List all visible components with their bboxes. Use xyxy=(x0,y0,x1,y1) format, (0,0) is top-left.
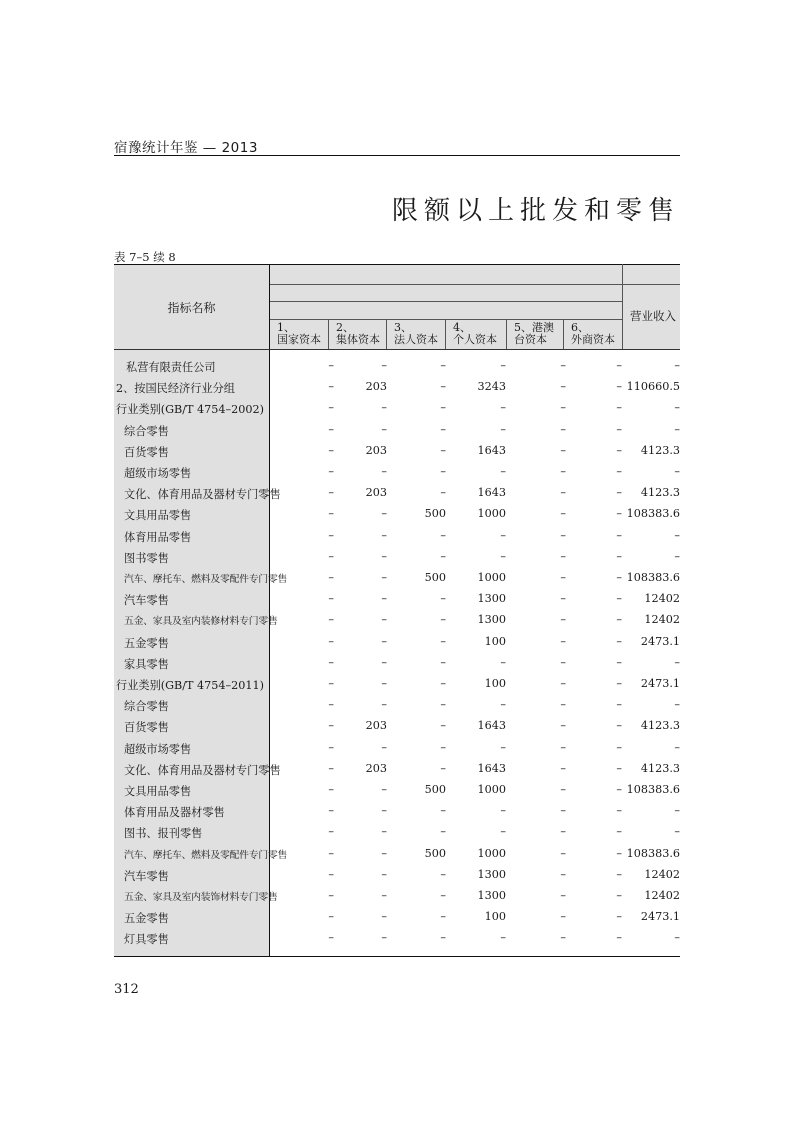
row-name: 综合零售 xyxy=(124,700,169,714)
table-row xyxy=(114,801,680,822)
row-value: – xyxy=(440,592,446,606)
table-row xyxy=(114,398,680,419)
row-value: – xyxy=(328,359,334,372)
row-value: – xyxy=(381,422,387,436)
row-value: – xyxy=(616,931,622,945)
row-value: 203 xyxy=(365,380,387,394)
table-row xyxy=(114,526,680,547)
row-value: 203 xyxy=(365,719,387,733)
row-value: – xyxy=(560,846,566,860)
row-value: 500 xyxy=(424,783,446,796)
row-value: – xyxy=(381,910,387,924)
row-value: – xyxy=(328,698,334,712)
row-value: – xyxy=(674,528,680,542)
row-value: – xyxy=(560,359,566,372)
row-value: – xyxy=(674,804,680,818)
row-value: – xyxy=(440,401,446,415)
header-column-number: 4、 xyxy=(453,321,471,334)
row-value: 108383.6 xyxy=(626,783,680,796)
table-row xyxy=(114,865,680,886)
row-value: – xyxy=(560,910,566,924)
row-value: 1300 xyxy=(477,592,506,606)
row-value: – xyxy=(674,740,680,754)
row-name: 五金零售 xyxy=(124,636,169,650)
header-column-number: 5、港澳 xyxy=(514,321,554,334)
row-value: – xyxy=(560,698,566,712)
row-name: 图书、报刊零售 xyxy=(124,827,203,841)
row-value: – xyxy=(381,740,387,754)
header-column-number: 1、 xyxy=(277,321,295,334)
row-value: – xyxy=(560,783,566,796)
table-row xyxy=(114,547,680,568)
row-value: – xyxy=(440,698,446,712)
row-value: – xyxy=(328,634,334,648)
row-value: 4123.3 xyxy=(640,761,680,775)
row-value: 1000 xyxy=(477,507,506,521)
row-value: – xyxy=(328,804,334,818)
row-value: – xyxy=(500,401,506,415)
row-name: 行业类别(GB/T 4754–2002) xyxy=(116,403,264,417)
row-value: – xyxy=(560,571,566,584)
table-row xyxy=(114,738,680,759)
row-name: 汽车、摩托车、燃料及零配件专门零售 xyxy=(124,574,288,585)
row-value: – xyxy=(560,549,566,563)
row-value: 1643 xyxy=(477,486,506,500)
table-row xyxy=(114,886,680,907)
row-name: 文化、体育用品及器材专门零售 xyxy=(124,763,281,777)
row-value: – xyxy=(616,465,622,478)
row-value: 100 xyxy=(484,634,506,648)
row-value: – xyxy=(560,528,566,542)
row-value: 1300 xyxy=(477,613,506,627)
row-value: – xyxy=(674,825,680,839)
header-bottom-rule xyxy=(114,349,680,350)
row-value: – xyxy=(560,677,566,690)
table-row xyxy=(114,441,680,462)
row-value: – xyxy=(328,592,334,606)
row-value: – xyxy=(440,867,446,881)
header-income: 营业收入 xyxy=(630,309,676,323)
row-value: – xyxy=(381,571,387,584)
row-value: – xyxy=(440,740,446,754)
row-value: – xyxy=(440,677,446,690)
row-value: 1643 xyxy=(477,761,506,775)
row-name: 文具用品零售 xyxy=(124,785,192,798)
table-header xyxy=(114,264,680,349)
row-value: 203 xyxy=(365,486,387,500)
row-value: 108383.6 xyxy=(626,571,680,584)
header-line xyxy=(270,301,622,302)
row-value: – xyxy=(560,401,566,415)
row-value: – xyxy=(328,486,334,500)
row-value: 4123.3 xyxy=(640,443,680,457)
row-value: – xyxy=(500,422,506,436)
row-value: – xyxy=(560,465,566,478)
row-value: – xyxy=(381,465,387,478)
row-value: – xyxy=(560,740,566,754)
row-value: – xyxy=(616,867,622,881)
row-value: – xyxy=(440,634,446,648)
row-value: – xyxy=(381,698,387,712)
table-row xyxy=(114,589,680,610)
row-value: – xyxy=(500,549,506,563)
table-row xyxy=(114,928,680,949)
data-table xyxy=(114,264,680,957)
row-value: – xyxy=(381,825,387,839)
header-vline xyxy=(506,319,507,349)
header-line xyxy=(270,319,622,320)
table-row xyxy=(114,568,680,589)
row-value: – xyxy=(381,867,387,881)
row-value: – xyxy=(616,443,622,457)
row-value: – xyxy=(616,698,622,712)
row-value: – xyxy=(381,401,387,415)
row-value: – xyxy=(328,825,334,839)
row-value: – xyxy=(328,783,334,796)
table-row xyxy=(114,632,680,653)
row-value: – xyxy=(500,465,506,478)
row-value: 1300 xyxy=(477,867,506,881)
row-value: – xyxy=(616,571,622,584)
row-name: 百货零售 xyxy=(124,445,169,459)
row-value: – xyxy=(500,698,506,712)
row-value: – xyxy=(616,380,622,394)
row-value: – xyxy=(560,486,566,500)
header-column-1 xyxy=(277,322,321,346)
row-value: – xyxy=(328,528,334,542)
row-value: – xyxy=(328,761,334,775)
row-value: – xyxy=(560,422,566,436)
row-name: 图书零售 xyxy=(124,551,169,565)
row-name: 文化、体育用品及器材专门零售 xyxy=(124,488,281,502)
row-value: – xyxy=(560,592,566,606)
row-name: 汽车零售 xyxy=(124,594,169,608)
row-value: – xyxy=(381,655,387,669)
row-value: – xyxy=(381,359,387,372)
row-value: – xyxy=(440,422,446,436)
row-value: – xyxy=(381,528,387,542)
row-value: – xyxy=(328,401,334,415)
row-value: 203 xyxy=(365,761,387,775)
row-name: 体育用品及器材零售 xyxy=(124,806,225,820)
row-value: – xyxy=(560,443,566,457)
row-name: 五金、家具及室内装修材料专门零售 xyxy=(124,616,278,628)
row-value: 12402 xyxy=(644,592,680,606)
row-value: – xyxy=(616,486,622,500)
row-value: – xyxy=(616,825,622,839)
running-head: 宿豫统计年鉴 — 2013 xyxy=(114,140,258,156)
header-column-2 xyxy=(336,322,380,346)
row-value: 203 xyxy=(365,443,387,457)
row-value: 12402 xyxy=(644,613,680,627)
row-value: – xyxy=(560,804,566,818)
row-value: – xyxy=(616,634,622,648)
row-value: 1643 xyxy=(477,443,506,457)
row-value: – xyxy=(616,719,622,733)
row-value: 1643 xyxy=(477,719,506,733)
row-value: – xyxy=(381,931,387,945)
row-name: 2、按国民经济行业分组 xyxy=(116,382,235,396)
row-value: 100 xyxy=(484,910,506,924)
row-value: – xyxy=(440,719,446,733)
page-number: 312 xyxy=(114,982,139,997)
row-value: – xyxy=(440,655,446,669)
header-name-column: 指标名称 xyxy=(167,301,216,315)
row-value: – xyxy=(616,677,622,690)
row-value: 1000 xyxy=(477,571,506,584)
header-column-label: 个人资本 xyxy=(453,333,497,346)
table-row xyxy=(114,716,680,737)
row-value: 108383.6 xyxy=(626,846,680,860)
table-row xyxy=(114,462,680,483)
header-column-number: 6、 xyxy=(571,321,589,334)
row-value: – xyxy=(674,359,680,372)
row-value: – xyxy=(381,677,387,690)
header-vline xyxy=(563,319,564,349)
row-value: – xyxy=(616,422,622,436)
row-value: – xyxy=(616,507,622,521)
table-row xyxy=(114,610,680,631)
table-row xyxy=(114,759,680,780)
row-value: – xyxy=(381,613,387,627)
row-value: – xyxy=(674,549,680,563)
row-value: – xyxy=(328,507,334,521)
row-value: – xyxy=(381,634,387,648)
row-value: – xyxy=(328,740,334,754)
row-value: – xyxy=(381,846,387,860)
row-value: – xyxy=(674,698,680,712)
row-name: 家具零售 xyxy=(124,657,169,671)
row-value: – xyxy=(328,549,334,563)
row-value: 100 xyxy=(484,677,506,690)
row-value: – xyxy=(560,613,566,627)
row-value: – xyxy=(674,422,680,436)
table-row xyxy=(114,356,680,377)
row-value: – xyxy=(560,655,566,669)
row-value: 2473.1 xyxy=(640,677,680,690)
row-value: 4123.3 xyxy=(640,719,680,733)
row-value: – xyxy=(328,380,334,394)
row-value: – xyxy=(616,592,622,606)
row-value: 500 xyxy=(424,571,446,584)
table-row xyxy=(114,420,680,441)
row-value: – xyxy=(616,804,622,818)
table-row xyxy=(114,822,680,843)
header-column-number: 3、 xyxy=(394,321,412,334)
row-value: 500 xyxy=(424,507,446,521)
row-value: – xyxy=(500,359,506,372)
table-row xyxy=(114,907,680,928)
row-value: – xyxy=(328,465,334,478)
row-value: – xyxy=(440,804,446,818)
row-value: 1000 xyxy=(477,783,506,796)
row-value: – xyxy=(381,804,387,818)
header-column-4 xyxy=(453,322,497,346)
row-value: – xyxy=(440,825,446,839)
row-value: – xyxy=(500,804,506,818)
header-vline xyxy=(386,319,387,349)
row-value: – xyxy=(560,867,566,881)
row-name: 百货零售 xyxy=(124,721,169,735)
row-value: – xyxy=(616,528,622,542)
table-row xyxy=(114,844,680,865)
header-column-label: 国家资本 xyxy=(277,333,321,346)
row-value: – xyxy=(440,528,446,542)
section-title: 限额以上批发和零售 xyxy=(391,196,680,226)
row-value: – xyxy=(674,465,680,478)
row-value: – xyxy=(381,889,387,902)
row-value: – xyxy=(616,761,622,775)
row-value: – xyxy=(616,655,622,669)
header-column-label: 集体资本 xyxy=(336,333,380,346)
table-row xyxy=(114,504,680,525)
row-value: – xyxy=(560,719,566,733)
row-value: – xyxy=(616,889,622,902)
row-value: – xyxy=(440,613,446,627)
row-value: 4123.3 xyxy=(640,486,680,500)
row-value: – xyxy=(560,634,566,648)
row-value: – xyxy=(500,740,506,754)
header-column-number: 2、 xyxy=(336,321,354,334)
row-value: – xyxy=(500,825,506,839)
row-value: – xyxy=(616,359,622,372)
row-name: 汽车零售 xyxy=(124,869,169,883)
row-value: – xyxy=(440,889,446,902)
row-value: – xyxy=(440,465,446,478)
row-value: – xyxy=(328,677,334,690)
row-value: – xyxy=(328,613,334,627)
row-value: – xyxy=(560,889,566,902)
row-value: – xyxy=(328,910,334,924)
row-name: 文具用品零售 xyxy=(124,509,192,523)
row-value: – xyxy=(328,719,334,733)
row-value: 2473.1 xyxy=(640,634,680,648)
row-value: – xyxy=(616,783,622,796)
row-value: 2473.1 xyxy=(640,910,680,924)
row-value: – xyxy=(560,761,566,775)
row-name: 私营有限责任公司 xyxy=(126,361,216,374)
row-value: – xyxy=(560,507,566,521)
row-value: – xyxy=(440,910,446,924)
row-name: 五金零售 xyxy=(124,912,169,926)
header-column-3 xyxy=(394,322,438,346)
row-value: – xyxy=(328,867,334,881)
row-value: – xyxy=(381,783,387,796)
row-value: 12402 xyxy=(644,889,680,902)
header-column-label: 法人资本 xyxy=(394,333,438,346)
row-value: – xyxy=(381,549,387,563)
row-value: – xyxy=(674,401,680,415)
header-vline xyxy=(328,319,329,349)
table-label: 表 7–5 续 8 xyxy=(114,250,176,264)
row-value: – xyxy=(328,846,334,860)
row-name: 超级市场零售 xyxy=(124,467,192,480)
row-value: – xyxy=(560,380,566,394)
header-column-5 xyxy=(514,322,554,346)
table-row xyxy=(114,695,680,716)
table-row xyxy=(114,674,680,695)
row-name: 行业类别(GB/T 4754–2011) xyxy=(116,679,264,692)
row-value: 110660.5 xyxy=(626,380,680,394)
row-name: 汽车、摩托车、燃料及零配件专门零售 xyxy=(124,849,288,861)
row-value: 1000 xyxy=(477,846,506,860)
table-row xyxy=(114,483,680,504)
header-column-label: 外商资本 xyxy=(571,333,615,346)
row-value: – xyxy=(381,592,387,606)
table-row xyxy=(114,653,680,674)
row-value: – xyxy=(440,486,446,500)
header-column-6 xyxy=(571,322,615,346)
row-value: – xyxy=(674,655,680,669)
row-value: 12402 xyxy=(644,867,680,881)
row-value: 1300 xyxy=(477,889,506,902)
row-value: – xyxy=(328,443,334,457)
row-name: 五金、家具及室内装饰材料专门零售 xyxy=(124,892,278,903)
row-name: 体育用品零售 xyxy=(124,530,192,544)
header-column-label: 台资本 xyxy=(514,333,547,346)
row-value: – xyxy=(616,613,622,627)
row-value: – xyxy=(500,528,506,542)
row-value: – xyxy=(560,825,566,839)
row-value: – xyxy=(440,761,446,775)
row-value: – xyxy=(440,380,446,394)
header-rule xyxy=(114,155,680,156)
row-value: – xyxy=(328,422,334,436)
table-row xyxy=(114,780,680,801)
table-bottom-rule xyxy=(114,956,680,957)
table-row xyxy=(114,377,680,398)
row-value: – xyxy=(440,443,446,457)
header-vline xyxy=(445,319,446,349)
row-value: – xyxy=(616,846,622,860)
row-value: – xyxy=(440,549,446,563)
row-value: – xyxy=(440,931,446,945)
row-value: – xyxy=(560,931,566,945)
row-value: – xyxy=(328,931,334,945)
row-value: – xyxy=(500,655,506,669)
row-name: 灯具零售 xyxy=(124,933,169,947)
header-vline xyxy=(622,264,623,349)
row-name: 综合零售 xyxy=(124,424,169,438)
row-value: – xyxy=(381,507,387,521)
header-line xyxy=(270,284,680,285)
row-value: – xyxy=(328,655,334,669)
row-value: – xyxy=(440,359,446,372)
row-value: – xyxy=(616,910,622,924)
row-name: 超级市场零售 xyxy=(124,742,192,756)
row-value: – xyxy=(500,931,506,945)
row-value: – xyxy=(616,549,622,563)
row-value: – xyxy=(674,931,680,945)
row-value: 108383.6 xyxy=(626,507,680,521)
row-value: 500 xyxy=(424,846,446,860)
row-value: – xyxy=(328,889,334,902)
row-value: – xyxy=(616,401,622,415)
row-value: – xyxy=(328,571,334,584)
row-value: – xyxy=(616,740,622,754)
row-value: 3243 xyxy=(477,380,506,394)
